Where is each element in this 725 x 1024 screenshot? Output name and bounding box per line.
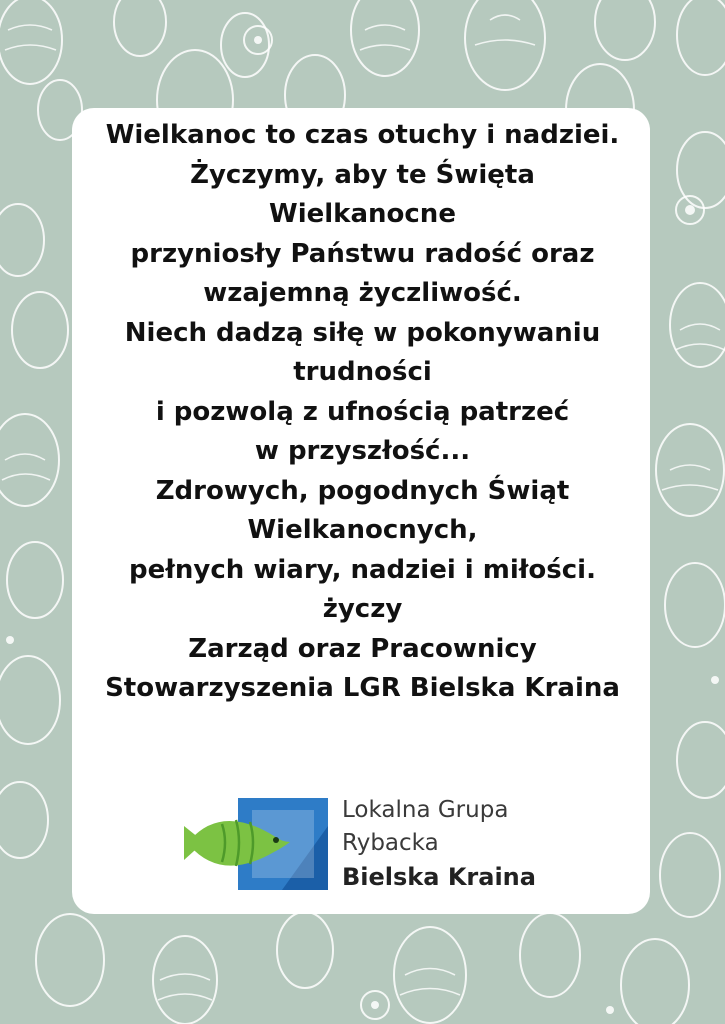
greeting-line: i pozwolą z ufnością patrzeć bbox=[155, 396, 570, 427]
greeting-line: wzajemną życzliwość. bbox=[203, 278, 522, 308]
greeting-line: Życzymy, aby te Święta bbox=[190, 159, 535, 190]
greeting-line: Stowarzyszenia LGR Bielska Kraina bbox=[105, 673, 620, 703]
greeting-line: trudności bbox=[293, 357, 432, 387]
greeting-line: życzy bbox=[322, 594, 403, 624]
greeting-line: przyniosły Państwu radość oraz bbox=[130, 238, 595, 269]
logo-line-2: Rybacka bbox=[342, 830, 439, 856]
greeting-line: Wielkanocnych, bbox=[247, 515, 478, 545]
logo-text bbox=[342, 794, 536, 894]
greeting-line: Wielkanocne bbox=[269, 199, 456, 229]
lgr-logo bbox=[182, 792, 562, 896]
easter-greeting-message bbox=[0, 116, 725, 709]
logo-line-1: Lokalna Grupa bbox=[342, 797, 509, 823]
greeting-line: Wielkanoc to czas otuchy i nadziei. bbox=[105, 120, 620, 150]
greeting-line: Niech dadzą siłę w pokonywaniu bbox=[124, 317, 601, 348]
greeting-line: Zdrowych, pogodnych Świąt bbox=[155, 475, 570, 506]
logo-line-3: Bielska Kraina bbox=[342, 863, 536, 891]
greeting-line: Zarząd oraz Pracownicy bbox=[188, 633, 537, 664]
fish-logo-icon bbox=[182, 796, 332, 892]
greeting-line: pełnych wiary, nadziei i miłości. bbox=[129, 554, 596, 585]
greeting-line: w przyszłość... bbox=[254, 436, 471, 466]
